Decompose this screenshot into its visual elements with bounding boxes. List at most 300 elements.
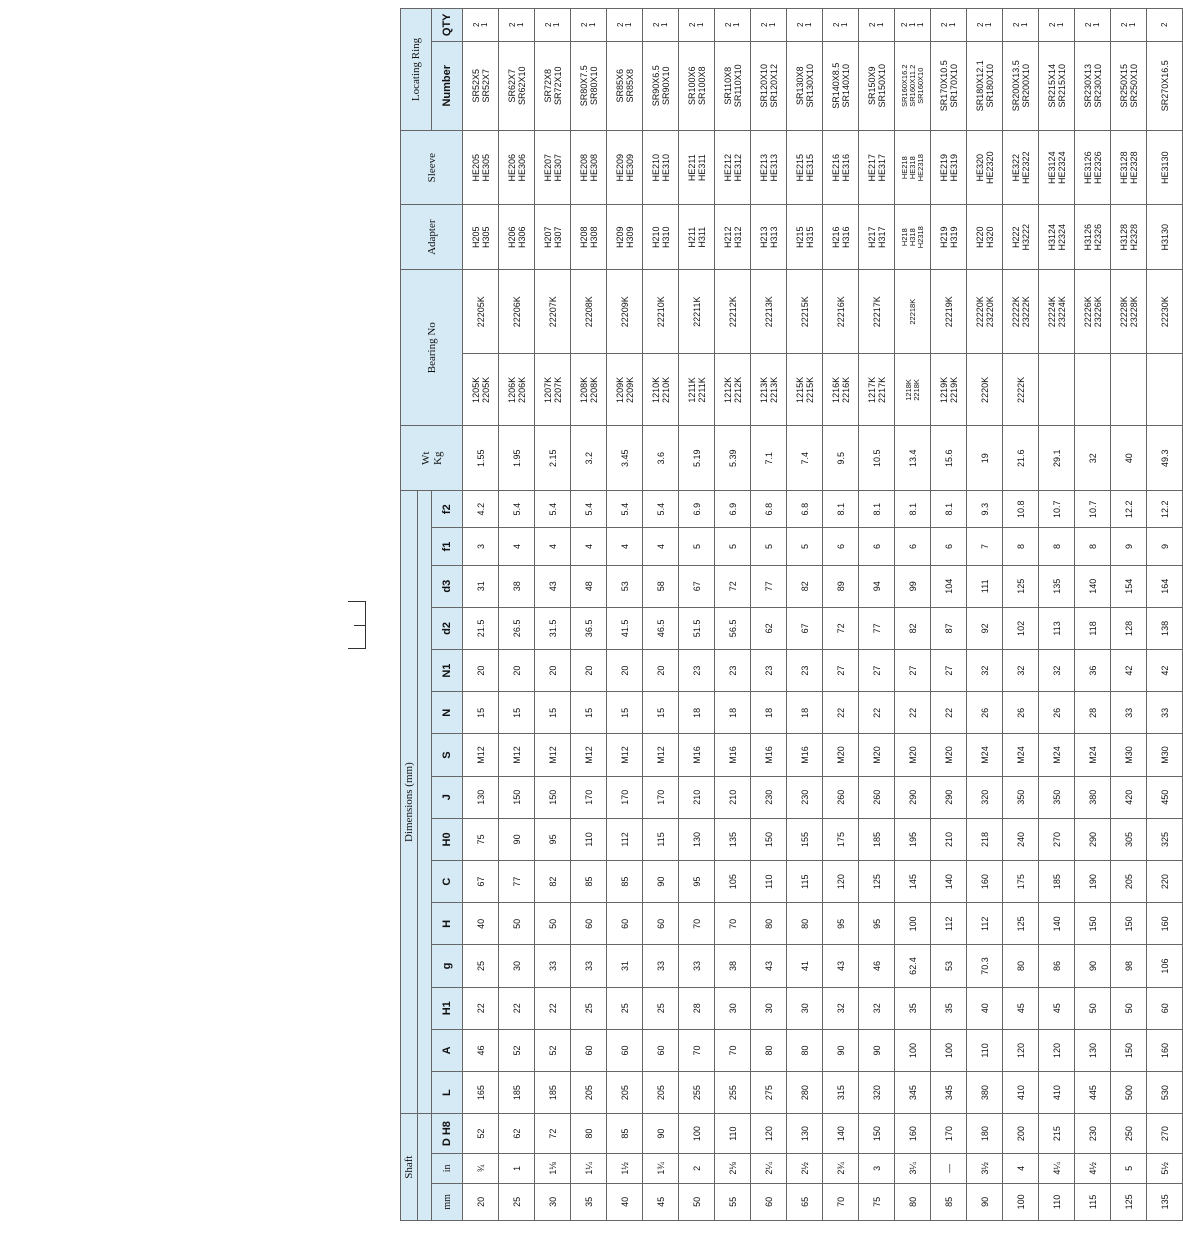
cell-n: 15: [535, 692, 571, 734]
cell-sleeve: HE213 HE313: [751, 130, 787, 204]
cell-n1: 27: [859, 650, 895, 692]
cell-wt: 2.15: [535, 426, 571, 491]
col-d3: d3: [432, 565, 463, 607]
cell-a: 120: [1039, 1029, 1075, 1071]
cell-qty: 2: [1147, 9, 1183, 42]
cell-n: 22: [895, 692, 931, 734]
cell-n1: 23: [679, 650, 715, 692]
cell-h1: 25: [643, 987, 679, 1029]
cell-h0: 95: [535, 818, 571, 860]
cell-d: 270: [1147, 1114, 1183, 1154]
cell-wt: 49.3: [1147, 426, 1183, 491]
cell-h0: 305: [1111, 818, 1147, 860]
cell-d: 200: [1003, 1114, 1039, 1154]
cell-adapter: H222 H3222: [1003, 205, 1039, 270]
cell-f2: 8.1: [859, 490, 895, 527]
cell-h: 160: [1147, 903, 1183, 945]
cell-s: M24: [1075, 734, 1111, 776]
cell-qty: 2 1: [463, 9, 499, 42]
cell-n1: 32: [1039, 650, 1075, 692]
cell-adapter: H208 H308: [571, 205, 607, 270]
cell-g: 53: [931, 945, 967, 987]
cell-d3: 58: [643, 565, 679, 607]
cell-ring: SR230X13 SR230X10: [1075, 41, 1111, 130]
col-h1: H1: [432, 987, 463, 1029]
table-row: [643, 9, 679, 1221]
cell-ring: SR160X16.2 SR160X11.2 SR160X10: [895, 41, 931, 130]
cell-c: 185: [1039, 861, 1075, 903]
cell-c: 77: [499, 861, 535, 903]
cell-h: 100: [895, 903, 931, 945]
cell-qty: 2 1: [679, 9, 715, 42]
cell-wt: 3.45: [607, 426, 643, 491]
cell-g: 25: [463, 945, 499, 987]
cell-f2: 12.2: [1147, 490, 1183, 527]
cell-mm: 30: [535, 1183, 571, 1220]
cell-wt: 40: [1111, 426, 1147, 491]
cell-d: 90: [643, 1114, 679, 1154]
cell-qty: 2 1: [499, 9, 535, 42]
cell-d: 72: [535, 1114, 571, 1154]
cell-f1: 5: [787, 528, 823, 565]
cell-in: 4¼: [1039, 1153, 1075, 1183]
cell-f2: 8.1: [895, 490, 931, 527]
cell-d3: 104: [931, 565, 967, 607]
cell-ring: SR85X6 SR85X8: [607, 41, 643, 130]
cell-l: 205: [571, 1072, 607, 1114]
cell-sleeve: HE3126 HE2326: [1075, 130, 1111, 204]
cell-d2: 62: [751, 607, 787, 649]
cell-n: 18: [715, 692, 751, 734]
cell-j: 170: [643, 776, 679, 818]
cell-j: 380: [1075, 776, 1111, 818]
cell-f2: 10.7: [1039, 490, 1075, 527]
cell-sleeve: HE3124 HE2324: [1039, 130, 1075, 204]
cell-sleeve: HE210 HE310: [643, 130, 679, 204]
cell-d2: 82: [895, 607, 931, 649]
cell-wt: 21.6: [1003, 426, 1039, 491]
cell-c: 115: [787, 861, 823, 903]
cell-d: 120: [751, 1114, 787, 1154]
cell-mm: 60: [751, 1183, 787, 1220]
cell-in: 2⅛: [715, 1153, 751, 1183]
cell-g: 33: [679, 945, 715, 987]
cell-ring: SR250X15 SR250X10: [1111, 41, 1147, 130]
table-row: [571, 9, 607, 1221]
cell-n: 33: [1147, 692, 1183, 734]
cell-s: M20: [859, 734, 895, 776]
cell-s: M16: [679, 734, 715, 776]
cell-n1: 32: [967, 650, 1003, 692]
cell-adapter: H3128 H2328: [1111, 205, 1147, 270]
cell-f1: 4: [535, 528, 571, 565]
cell-mm: 85: [931, 1183, 967, 1220]
cell-ring: SR150X9 SR150X10: [859, 41, 895, 130]
cell-wt: 1.55: [463, 426, 499, 491]
cell-adapter: H218 H318 H2318: [895, 205, 931, 270]
cell-b2: 22217K: [859, 269, 895, 353]
cell-a: 110: [967, 1029, 1003, 1071]
cell-sleeve: HE216 HE316: [823, 130, 859, 204]
cell-j: 420: [1111, 776, 1147, 818]
cell-mm: 110: [1039, 1183, 1075, 1220]
header-bearing-no: Bearing No: [401, 269, 463, 425]
table-row: [499, 9, 535, 1221]
col-d: D H8: [432, 1114, 463, 1154]
cell-d3: 89: [823, 565, 859, 607]
cell-g: 46: [859, 945, 895, 987]
cell-in: 1¾: [643, 1153, 679, 1183]
cell-s: M20: [895, 734, 931, 776]
col-d2: d2: [432, 607, 463, 649]
cell-d2: 56.5: [715, 607, 751, 649]
cell-l: 275: [751, 1072, 787, 1114]
cell-h1: 50: [1111, 987, 1147, 1029]
cell-j: 260: [823, 776, 859, 818]
cell-d3: 43: [535, 565, 571, 607]
cell-qty: 2 1: [1111, 9, 1147, 42]
cell-h: 95: [859, 903, 895, 945]
cell-d2: 128: [1111, 607, 1147, 649]
cell-s: M20: [823, 734, 859, 776]
cell-adapter: H220 H320: [967, 205, 1003, 270]
cell-wt: 7.4: [787, 426, 823, 491]
cell-l: 410: [1003, 1072, 1039, 1114]
cell-d3: 154: [1111, 565, 1147, 607]
cell-sleeve: HE208 HE308: [571, 130, 607, 204]
cell-d: 180: [967, 1114, 1003, 1154]
cell-l: 205: [643, 1072, 679, 1114]
cell-l: 345: [895, 1072, 931, 1114]
cell-f1: 8: [1003, 528, 1039, 565]
cell-g: 33: [535, 945, 571, 987]
cell-l: 445: [1075, 1072, 1111, 1114]
cell-d3: 164: [1147, 565, 1183, 607]
cell-c: 145: [895, 861, 931, 903]
cell-h1: 35: [931, 987, 967, 1029]
cell-h1: 30: [787, 987, 823, 1029]
cell-s: M12: [535, 734, 571, 776]
cell-f2: 5.4: [499, 490, 535, 527]
cell-l: 255: [715, 1072, 751, 1114]
cell-wt: 9.5: [823, 426, 859, 491]
cell-d3: 82: [787, 565, 823, 607]
cell-f1: 4: [607, 528, 643, 565]
cell-mm: 55: [715, 1183, 751, 1220]
cell-h: 60: [571, 903, 607, 945]
cell-h: 70: [715, 903, 751, 945]
cell-qty: 2 1: [643, 9, 679, 42]
cell-f2: 6.8: [751, 490, 787, 527]
cell-b2: 22222K 23222K: [1003, 269, 1039, 353]
cell-h: 112: [967, 903, 1003, 945]
cell-h1: 30: [715, 987, 751, 1029]
cell-n: 26: [1003, 692, 1039, 734]
cell-wt: 10.5: [859, 426, 895, 491]
cell-c: 160: [967, 861, 1003, 903]
cell-sleeve: HE3130: [1147, 130, 1183, 204]
cell-c: 90: [643, 861, 679, 903]
cell-in: —: [931, 1153, 967, 1183]
cell-f2: 8.1: [931, 490, 967, 527]
cell-g: 86: [1039, 945, 1075, 987]
cell-n: 28: [1075, 692, 1111, 734]
cell-b1: [1111, 354, 1147, 426]
cell-h1: 22: [535, 987, 571, 1029]
cell-qty: 2 1: [535, 9, 571, 42]
cell-d: 110: [715, 1114, 751, 1154]
col-l: L: [432, 1072, 463, 1114]
cell-c: 190: [1075, 861, 1111, 903]
cell-b1: 1210K 2210K: [643, 354, 679, 426]
cell-sleeve: HE219 HE319: [931, 130, 967, 204]
cell-sleeve: HE212 HE312: [715, 130, 751, 204]
cell-qty: 2 1: [787, 9, 823, 42]
cell-b2: 22215K: [787, 269, 823, 353]
cell-n1: 20: [499, 650, 535, 692]
cell-a: 130: [1075, 1029, 1111, 1071]
col-j: J: [432, 776, 463, 818]
header-locating-ring: Locating Ring: [401, 9, 432, 131]
cell-j: 290: [895, 776, 931, 818]
cell-ring: SR120X10 SR120X12: [751, 41, 787, 130]
cell-wt: 3.2: [571, 426, 607, 491]
cell-b1: 2220K: [967, 354, 1003, 426]
cell-c: 82: [535, 861, 571, 903]
cell-ring: SR52X5 SR52X7: [463, 41, 499, 130]
cell-n: 22: [823, 692, 859, 734]
cell-f1: 5: [679, 528, 715, 565]
cell-f1: 6: [859, 528, 895, 565]
cell-j: 350: [1003, 776, 1039, 818]
cell-qty: 2 1: [931, 9, 967, 42]
cell-mm: 65: [787, 1183, 823, 1220]
cell-l: 185: [535, 1072, 571, 1114]
cell-b2: 22206K: [499, 269, 535, 353]
cell-h0: 155: [787, 818, 823, 860]
cell-b2: 22212K: [715, 269, 751, 353]
cell-qty: 2 1: [1075, 9, 1111, 42]
cell-d3: 67: [679, 565, 715, 607]
cell-qty: 2 1 1: [895, 9, 931, 42]
table-row: [967, 9, 1003, 1221]
cell-b1: 1216K 2216K: [823, 354, 859, 426]
col-h: H: [432, 903, 463, 945]
cell-j: 290: [931, 776, 967, 818]
cell-c: 140: [931, 861, 967, 903]
cell-a: 160: [1147, 1029, 1183, 1071]
cell-f1: 4: [571, 528, 607, 565]
cell-n1: 36: [1075, 650, 1111, 692]
cell-a: 60: [607, 1029, 643, 1071]
cell-h: 60: [643, 903, 679, 945]
cell-a: 70: [679, 1029, 715, 1071]
cell-a: 52: [499, 1029, 535, 1071]
cell-h: 40: [463, 903, 499, 945]
cell-b1: 1206K 2206K: [499, 354, 535, 426]
cell-in: 1⅛: [535, 1153, 571, 1183]
cell-adapter: H216 H316: [823, 205, 859, 270]
table-row: [535, 9, 571, 1221]
cell-adapter: H205 H305: [463, 205, 499, 270]
cell-h0: 270: [1039, 818, 1075, 860]
cell-d: 140: [823, 1114, 859, 1154]
cell-s: M20: [931, 734, 967, 776]
cell-f1: 4: [499, 528, 535, 565]
cell-n1: 20: [535, 650, 571, 692]
cell-h1: 22: [499, 987, 535, 1029]
cell-j: 350: [1039, 776, 1075, 818]
cell-mm: 35: [571, 1183, 607, 1220]
cell-n: 26: [967, 692, 1003, 734]
cell-h: 150: [1075, 903, 1111, 945]
cell-d3: 48: [571, 565, 607, 607]
cell-f2: 10.8: [1003, 490, 1039, 527]
cell-s: M24: [967, 734, 1003, 776]
cell-adapter: H3124 H2324: [1039, 205, 1075, 270]
cell-wt: 1.95: [499, 426, 535, 491]
table-row: [1039, 9, 1075, 1221]
cell-wt: 19: [967, 426, 1003, 491]
cell-in: 2: [679, 1153, 715, 1183]
cell-d3: 140: [1075, 565, 1111, 607]
cell-mm: 75: [859, 1183, 895, 1220]
cell-n1: 42: [1147, 650, 1183, 692]
cell-in: 2¾: [823, 1153, 859, 1183]
cell-h0: 290: [1075, 818, 1111, 860]
col-mm: mm: [432, 1183, 463, 1220]
cell-j: 230: [751, 776, 787, 818]
cell-ring: SR215X14 SR215X10: [1039, 41, 1075, 130]
cell-h0: 150: [751, 818, 787, 860]
cell-j: 260: [859, 776, 895, 818]
cell-j: 170: [607, 776, 643, 818]
cell-f2: 5.4: [643, 490, 679, 527]
spec-table: [400, 8, 1183, 1221]
cell-b1: 1205K 2205K: [463, 354, 499, 426]
cell-h0: 110: [571, 818, 607, 860]
cell-b2: 22230K: [1147, 269, 1183, 353]
cell-h0: 175: [823, 818, 859, 860]
cell-f1: 5: [715, 528, 751, 565]
table-row: [751, 9, 787, 1221]
cell-b2: 22220K 23220K: [967, 269, 1003, 353]
cell-d3: 31: [463, 565, 499, 607]
cell-d2: 51.5: [679, 607, 715, 649]
cell-d2: 67: [787, 607, 823, 649]
cell-in: 2¼: [751, 1153, 787, 1183]
cell-g: 90: [1075, 945, 1111, 987]
cell-f2: 12.2: [1111, 490, 1147, 527]
header-wt: Wt Kg: [401, 426, 463, 491]
cell-h: 95: [823, 903, 859, 945]
cell-a: 52: [535, 1029, 571, 1071]
cell-b2: 22205K: [463, 269, 499, 353]
cell-s: M12: [607, 734, 643, 776]
table-row: [679, 9, 715, 1221]
cell-l: 185: [499, 1072, 535, 1114]
cell-h0: 240: [1003, 818, 1039, 860]
cell-f2: 6.9: [679, 490, 715, 527]
cell-adapter: H3126 H2326: [1075, 205, 1111, 270]
cell-h1: 40: [967, 987, 1003, 1029]
cell-j: 150: [535, 776, 571, 818]
cell-d2: 31.5: [535, 607, 571, 649]
cell-f2: 5.4: [571, 490, 607, 527]
cell-f1: 4: [643, 528, 679, 565]
cell-c: 95: [679, 861, 715, 903]
cell-f1: 7: [967, 528, 1003, 565]
cell-d3: 72: [715, 565, 751, 607]
cell-f2: 10.7: [1075, 490, 1111, 527]
cell-a: 70: [715, 1029, 751, 1071]
cell-b2: 22209K: [607, 269, 643, 353]
cell-b1: 1209K 2209K: [607, 354, 643, 426]
cell-sleeve: HE209 HE309: [607, 130, 643, 204]
table-row: [1075, 9, 1111, 1221]
cell-d: 150: [859, 1114, 895, 1154]
cell-h1: 32: [859, 987, 895, 1029]
cell-a: 120: [1003, 1029, 1039, 1071]
cell-sleeve: HE218 HE318 HE2318: [895, 130, 931, 204]
cell-f1: 3: [463, 528, 499, 565]
cell-n: 22: [931, 692, 967, 734]
cell-b1: 1215K 2215K: [787, 354, 823, 426]
cell-s: M12: [571, 734, 607, 776]
cell-a: 46: [463, 1029, 499, 1071]
cell-g: 30: [499, 945, 535, 987]
cell-b2: 22224K 23224K: [1039, 269, 1075, 353]
cell-d2: 26.5: [499, 607, 535, 649]
cell-ring: SR100X6 SR100X8: [679, 41, 715, 130]
cell-b1: 1211K 2211K: [679, 354, 715, 426]
cell-l: 320: [859, 1072, 895, 1114]
cell-f2: 9.3: [967, 490, 1003, 527]
cell-g: 70.3: [967, 945, 1003, 987]
cell-a: 100: [931, 1029, 967, 1071]
col-n: N: [432, 692, 463, 734]
cell-b1: 1207K 2207K: [535, 354, 571, 426]
cell-j: 230: [787, 776, 823, 818]
cell-qty: 2 1: [823, 9, 859, 42]
cell-g: 43: [823, 945, 859, 987]
cell-b1: 1217K 2217K: [859, 354, 895, 426]
cell-c: 175: [1003, 861, 1039, 903]
cell-h: 80: [751, 903, 787, 945]
cell-a: 150: [1111, 1029, 1147, 1071]
cell-in: ¾: [463, 1153, 499, 1183]
cell-d: 130: [787, 1114, 823, 1154]
cell-b1: 1208K 2208K: [571, 354, 607, 426]
cell-a: 80: [787, 1029, 823, 1071]
table-row: [859, 9, 895, 1221]
cell-b1: 1219K 2219K: [931, 354, 967, 426]
cell-wt: 32: [1075, 426, 1111, 491]
header-sleeve: Sleeve: [401, 130, 463, 204]
table-row: [607, 9, 643, 1221]
cell-qty: 2 1: [1003, 9, 1039, 42]
cell-h1: 30: [751, 987, 787, 1029]
cell-s: M16: [751, 734, 787, 776]
cell-c: 120: [823, 861, 859, 903]
cell-ring: SR80X7.5 SR80X10: [571, 41, 607, 130]
cell-n1: 23: [787, 650, 823, 692]
cell-d: 62: [499, 1114, 535, 1154]
cell-h: 50: [535, 903, 571, 945]
cell-g: 43: [751, 945, 787, 987]
cell-d2: 138: [1147, 607, 1183, 649]
cell-sleeve: HE205 HE305: [463, 130, 499, 204]
